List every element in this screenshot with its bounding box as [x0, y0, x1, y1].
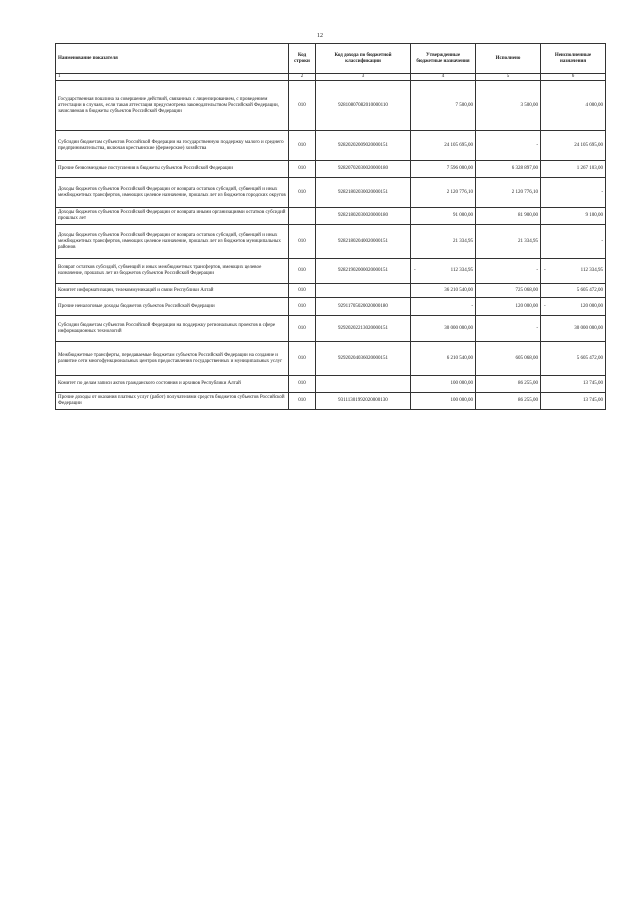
table-row	[56, 376, 606, 393]
row-executed: -	[476, 131, 541, 161]
row-name: Комитет по делам записи актов гражданского состояния и архивов Республики Алтай	[56, 376, 289, 393]
row-executed: -	[476, 316, 541, 342]
header-executed: Исполнено	[476, 44, 541, 74]
table-row	[56, 81, 606, 131]
row-kbk	[316, 284, 411, 298]
row-code: 010	[289, 342, 316, 376]
row-name: Межбюджетные трансферты, передаваемые бюджетам субъектов Российской Федерации на создание и развитие сети многофункциональных центров предоставления государственных и муниципальных услуг	[56, 342, 289, 376]
row-approved: 21 334,95	[411, 225, 476, 259]
table-row	[56, 131, 606, 161]
table-row	[56, 298, 606, 316]
negative-sign: -	[414, 268, 416, 273]
row-code	[289, 208, 316, 225]
row-executed: 86 255,00	[476, 393, 541, 410]
row-kbk: 92820202009020000151	[316, 131, 411, 161]
row-kbk: 92911705020020000180	[316, 298, 411, 316]
row-approved: -	[411, 298, 476, 316]
row-kbk: 92820702030020000180	[316, 161, 411, 178]
row-executed: -	[476, 259, 541, 284]
row-unexecuted: 112 334,95	[580, 268, 603, 273]
header-unexecuted: Неисполненные назначения	[541, 44, 606, 74]
row-kbk: 92821802030020000151	[316, 178, 411, 208]
row-name: Прочие безвозмездные поступления в бюджеты субъектов Российской Федерации	[56, 161, 289, 178]
row-code: 010	[289, 161, 316, 178]
table-row	[56, 178, 606, 208]
row-code: 010	[289, 81, 316, 131]
row-executed: 21 334,95	[476, 225, 541, 259]
row-kbk: 92920204036020000151	[316, 342, 411, 376]
column-index: 1	[56, 74, 289, 81]
table-row	[56, 393, 606, 410]
row-executed: 120 000,00	[476, 298, 541, 316]
row-name: Доходы бюджетов субъектов Российской Федерации от возврата остатков субсидий, субвенций и иных межбюджетных трансфертов, имеющих целевое назначение, прошлых лет из бюджетов муниципальных районов	[56, 225, 289, 259]
revenue-table	[55, 43, 606, 410]
column-index: 5	[476, 74, 541, 81]
row-code: 010	[289, 393, 316, 410]
column-index: 3	[316, 74, 411, 81]
column-index: 4	[411, 74, 476, 81]
table-row	[56, 316, 606, 342]
header-kbk: Код дохода по бюджетной классификации	[316, 44, 411, 74]
row-unexecuted-cell	[541, 259, 606, 284]
column-index: 6	[541, 74, 606, 81]
table-row	[56, 284, 606, 298]
row-executed: 3 500,00	[476, 81, 541, 131]
row-executed: 725 068,00	[476, 284, 541, 298]
row-approved-cell	[411, 259, 476, 284]
negative-sign: -	[544, 303, 546, 309]
header-row	[56, 44, 606, 74]
row-unexecuted: 5 605 472,00	[541, 342, 606, 376]
row-name: Доходы бюджетов субъектов Российской Федерации от возврата иными организациями остатков субсидий прошлых лет	[56, 208, 289, 225]
table-row	[56, 225, 606, 259]
row-name: Прочие доходы от оказания платных услуг (работ) получателями средств бюджетов субъектов Российской Федерации	[56, 393, 289, 410]
row-executed: 2 120 776,10	[476, 178, 541, 208]
row-name: Государственная пошлина за совершение действий, связанных с лицензированием, с проведением аттестации в случаях, если такая аттестация предусмотрена законодательством Российской Федерации, зачисляемая в бюджеты субъектов Российской Федерации	[56, 81, 289, 131]
row-executed: 81 900,00	[476, 208, 541, 225]
table-row	[56, 208, 606, 225]
row-unexecuted: 1 267 103,00	[541, 161, 606, 178]
row-approved: 24 105 695,00	[411, 131, 476, 161]
row-approved: 7 596 000,00	[411, 161, 476, 178]
row-approved: 91 000,00	[411, 208, 476, 225]
row-unexecuted: 5 605 472,00	[541, 284, 606, 298]
row-unexecuted: 13 745,00	[541, 376, 606, 393]
header-approved: Утвержденные бюджетные назначения	[411, 44, 476, 74]
row-kbk: 92821802040020000151	[316, 225, 411, 259]
row-name: Доходы бюджетов субъектов Российской Федерации от возврата остатков субсидий, субвенций и иных межбюджетных трансфертов, имеющих целевое назначение, прошлых лет из бюджетов городских округов	[56, 178, 289, 208]
negative-sign: -	[544, 268, 546, 273]
row-unexecuted: 120 000,00	[580, 303, 603, 309]
row-code: 010	[289, 298, 316, 316]
row-approved: 100 000,00	[411, 376, 476, 393]
row-kbk: 92821802030020000180	[316, 208, 411, 225]
row-executed: 86 255,00	[476, 376, 541, 393]
header-name: Наименование показателя	[56, 44, 289, 74]
row-unexecuted: 9 100,00	[541, 208, 606, 225]
row-kbk: 92920202213020000151	[316, 316, 411, 342]
row-approved: 30 000 000,00	[411, 316, 476, 342]
row-unexecuted: -	[541, 178, 606, 208]
page-number: 12	[317, 33, 323, 39]
row-code: 010	[289, 376, 316, 393]
row-unexecuted: 4 000,00	[541, 81, 606, 131]
row-name: Комитет информатизации, телекоммуникаций и связи Республики Алтай	[56, 284, 289, 298]
row-kbk: 92810807082010000110	[316, 81, 411, 131]
header-code: Код строки	[289, 44, 316, 74]
row-unexecuted-cell	[541, 298, 606, 316]
row-code: 010	[289, 225, 316, 259]
row-name: Субсидии бюджетам субъектов Российской Федерации на государственную поддержку малого и среднего предпринимательства, включая крестьянские (фермерские) хозяйства	[56, 131, 289, 161]
row-executed: 6 328 897,00	[476, 161, 541, 178]
table-row	[56, 259, 606, 284]
row-code: 010	[289, 316, 316, 342]
row-unexecuted: 30 000 000,00	[541, 316, 606, 342]
row-kbk: 93111301992020000130	[316, 393, 411, 410]
row-approved: 7 500,00	[411, 81, 476, 131]
column-index-row	[56, 74, 606, 81]
row-approved: 2 120 776,10	[411, 178, 476, 208]
row-code: 010	[289, 284, 316, 298]
row-approved: 100 000,00	[411, 393, 476, 410]
table-row	[56, 161, 606, 178]
table-row	[56, 342, 606, 376]
row-name: Субсидии бюджетам субъектов Российской Федерации на поддержку региональных проектов в сфере информационных технологий	[56, 316, 289, 342]
row-unexecuted: 24 105 695,00	[541, 131, 606, 161]
row-unexecuted: -	[541, 225, 606, 259]
row-code: 010	[289, 259, 316, 284]
row-kbk: 92821902000020000151	[316, 259, 411, 284]
row-executed: 605 068,00	[476, 342, 541, 376]
row-unexecuted: 13 745,00	[541, 393, 606, 410]
column-index: 2	[289, 74, 316, 81]
row-approved: 112 334,95	[450, 268, 473, 273]
row-approved: 6 210 540,00	[411, 342, 476, 376]
row-code: 010	[289, 178, 316, 208]
row-name: Прочие неналоговые доходы бюджетов субъектов Российской Федерации	[56, 298, 289, 316]
row-name: Возврат остатков субсидий, субвенций и иных межбюджетных трансфертов, имеющих целевое назначение, прошлых лет из бюджетов субъектов Российской Федерации	[56, 259, 289, 284]
row-kbk	[316, 376, 411, 393]
row-approved: 36 210 540,00	[411, 284, 476, 298]
row-code: 010	[289, 131, 316, 161]
